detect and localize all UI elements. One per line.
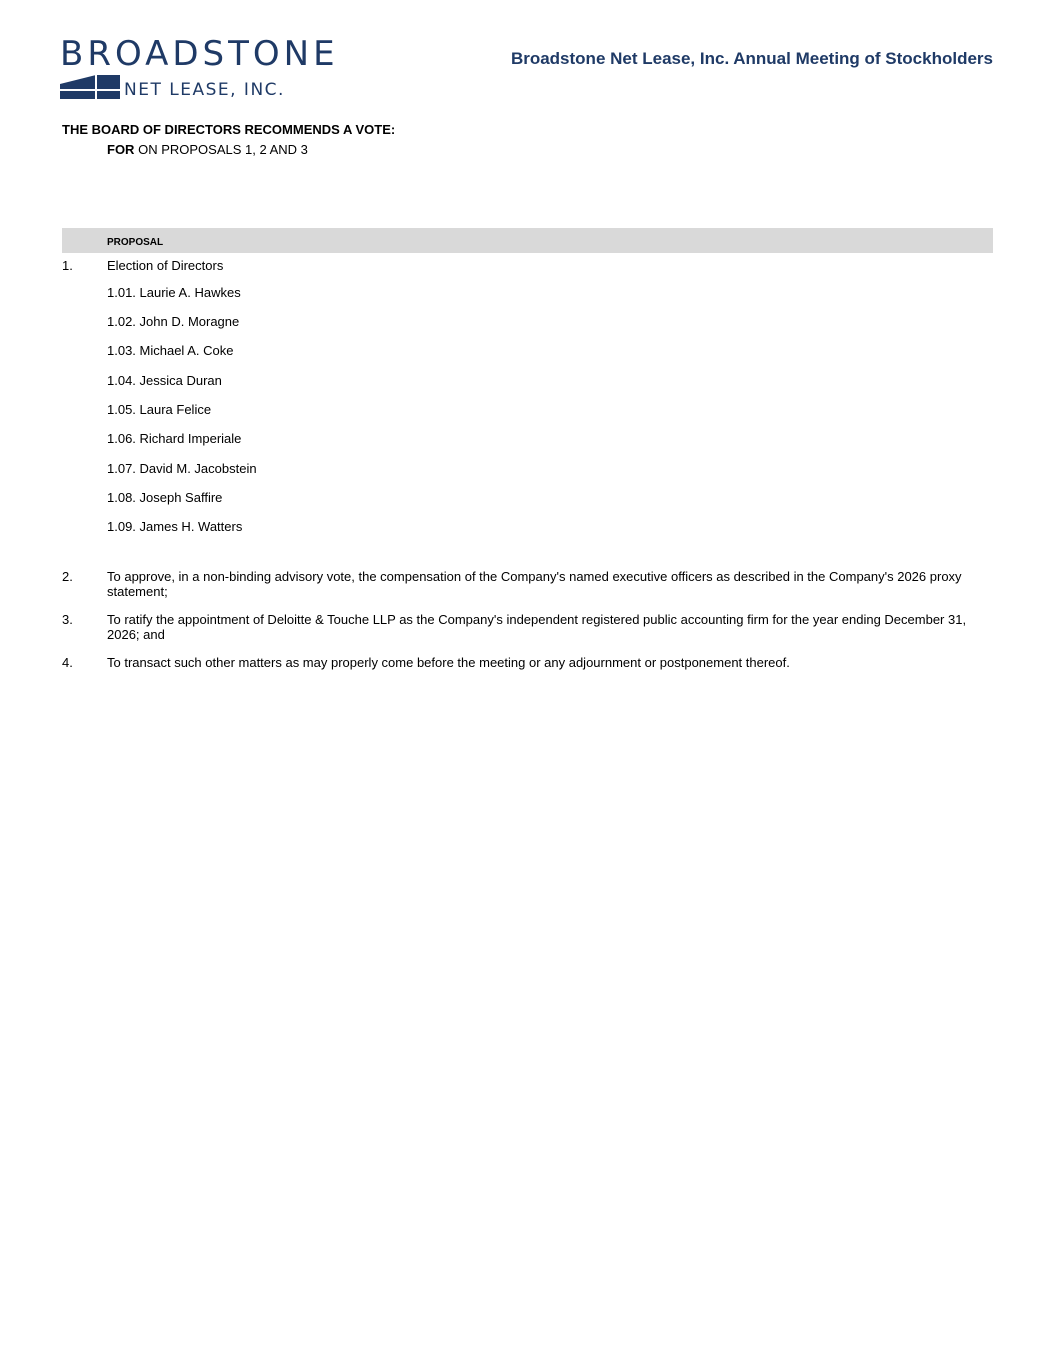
nominee-item: 1.06. Richard Imperiale bbox=[107, 431, 242, 446]
proposal-column-label: PROPOSAL bbox=[107, 237, 164, 248]
proposal-number: 2. bbox=[62, 569, 73, 584]
recommendation-scope: ON PROPOSALS 1, 2 AND 3 bbox=[138, 142, 308, 157]
board-recommendation-heading: THE BOARD OF DIRECTORS RECOMMENDS A VOTE: bbox=[62, 122, 396, 137]
proposal-text: To ratify the appointment of Deloitte & Touche LLP as the Company's independent registered public accounting firm for the year ending December 31, 2026; and bbox=[107, 612, 967, 642]
proposal-number: 3. bbox=[62, 612, 73, 627]
nominee-item: 1.08. Joseph Saffire bbox=[107, 490, 223, 505]
proposal-text: Election of Directors bbox=[107, 258, 224, 273]
logo-subtitle: NET LEASE, INC. bbox=[124, 80, 285, 100]
recommendation-line bbox=[107, 142, 308, 157]
proposal-number: 4. bbox=[62, 655, 73, 670]
building-roof-icon bbox=[60, 72, 120, 99]
nominee-item: 1.07. David M. Jacobstein bbox=[107, 461, 257, 476]
proposal-number: 1. bbox=[62, 258, 73, 273]
nominee-item: 1.09. James H. Watters bbox=[107, 519, 243, 534]
proposal-table-header bbox=[62, 228, 993, 253]
recommendation-vote: FOR bbox=[107, 142, 135, 157]
company-logo bbox=[60, 36, 350, 102]
nominee-item: 1.03. Michael A. Coke bbox=[107, 343, 234, 358]
meeting-title: Broadstone Net Lease, Inc. Annual Meeting of Stockholders bbox=[510, 49, 993, 68]
nominee-item: 1.02. John D. Moragne bbox=[107, 314, 240, 329]
nominee-item: 1.01. Laurie A. Hawkes bbox=[107, 285, 241, 300]
logo-wordmark: BROADSTONE bbox=[60, 34, 339, 74]
proposal-text: To approve, in a non-binding advisory vote, the compensation of the Company's named executive officers as described in the Company's 2026 proxy statement; bbox=[107, 569, 962, 599]
nominee-item: 1.05. Laura Felice bbox=[107, 402, 212, 417]
nominee-item: 1.04. Jessica Duran bbox=[107, 373, 222, 388]
proposal-text: To transact such other matters as may properly come before the meeting or any adjournment or postponement thereof. bbox=[107, 655, 790, 670]
